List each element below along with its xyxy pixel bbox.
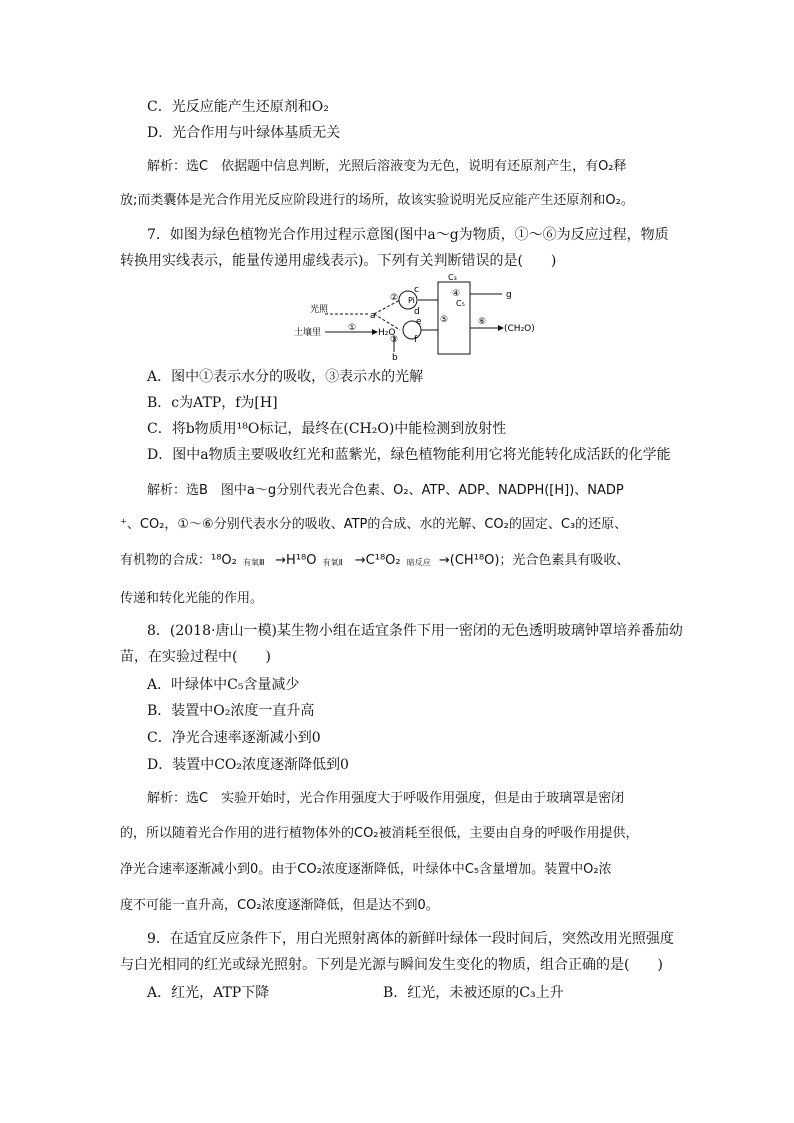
q7-explanation-line-4: 传递和转化光能的作用。 <box>120 591 264 606</box>
q8-explanation-line-2: 的，所以随着光合作用的进行植物体外的CO₂被消耗至很低，主要由自身的呼吸作用提供， <box>120 826 639 841</box>
q7-reaction-end: →(CH¹⁸O)；光合色素具有吸收、 <box>438 553 630 568</box>
reaction-arrow-label-3: 暗反应 <box>406 558 431 567</box>
label-c5: C₅ <box>456 299 465 308</box>
label-step-1: ① <box>348 323 357 333</box>
q7-option-a: A．图中①表示水分的吸收，③表示水的光解 <box>147 369 424 385</box>
q7-stem-line-2: 转换用实线表示，能量传递用虚线表示)。下列有关判断错误的是( ) <box>120 253 557 269</box>
q7-reaction-start: 有机物的合成：¹⁸O₂ <box>120 553 237 568</box>
reaction-arrow-label-1: 有氧Ⅲ <box>243 558 265 567</box>
q8-option-d: D．装置中CO₂浓度逐渐降低到0 <box>147 757 349 773</box>
q6-option-c: C．光反应能产生还原剂和O₂ <box>147 99 329 115</box>
label-f: f <box>414 335 418 345</box>
label-pi: Pi <box>408 296 415 305</box>
q7-option-c: C．将b物质用¹⁸O标记，最终在(CH₂O)中能检测到放射性 <box>147 421 507 437</box>
label-step-5: ⑤ <box>440 315 449 325</box>
q7-reaction-co2: →C¹⁸O₂ <box>354 553 401 568</box>
q9-stem-line-2: 与白光相同的红光或绿光照射。下列是光源与瞬间发生变化的物质，组合正确的是( ) <box>120 957 663 973</box>
label-light: 光照 <box>310 305 329 315</box>
label-e: e <box>416 317 422 327</box>
label-h2o: H₂O <box>378 328 396 338</box>
q6-option-d: D．光合作用与叶绿体基质无关 <box>147 125 341 141</box>
q8-option-a: A．叶绿体中C₅含量减少 <box>147 677 300 693</box>
label-step-3: ③ <box>390 335 399 345</box>
q7-option-b: B．c为ATP，f为[H] <box>147 395 278 411</box>
label-c: c <box>414 285 419 295</box>
q8-stem-line-1: 8．(2018·唐山一模)某生物小组在适宜条件下用一密闭的无色透明玻璃钟罩培养番茄幼 <box>147 623 683 639</box>
q8-explanation-line-1: 解析：选C 实验开始时，光合作用强度大于呼吸作用强度，但是由于玻璃罩是密闭 <box>147 791 625 806</box>
photosynthesis-diagram <box>290 272 540 360</box>
q8-option-c: C．净光合速率逐渐减小到0 <box>147 730 321 746</box>
q6-explanation-line-2: 放;而类囊体是光合作用光反应阶段进行的场所，故该实验说明光反应能产生还原剂和O₂。 <box>120 193 634 208</box>
q7-stem-line-1: 7．如图为绿色植物光合作用过程示意图(图中a～g为物质，①～⑥为反应过程，物质 <box>147 227 669 243</box>
q7-option-d: D．图中a物质主要吸收红光和蓝紫光，绿色植物能利用它将光能转化成活跃的化学能 <box>147 447 671 463</box>
label-step-6: ⑥ <box>478 317 487 327</box>
label-ch2o: (CH₂O) <box>504 324 535 334</box>
q7-explanation-line-1: 解析：选B 图中a～g分别代表光合色素、O₂、ATP、ADP、NADPH([H])、NADP <box>147 483 624 498</box>
label-d: d <box>414 307 420 317</box>
q6-explanation-line-1: 解析：选C 依据题中信息判断，光照后溶液变为无色，说明有还原剂产生，有O₂释 <box>147 159 627 174</box>
label-soil: 土壤里 <box>294 328 322 338</box>
label-g: g <box>506 290 512 300</box>
label-b: b <box>392 353 398 360</box>
label-c3: C₃ <box>448 273 457 282</box>
q7-explanation-line-2: ⁺、CO₂，①～⑥分别代表水分的吸收、ATP的合成、水的光解、CO₂的固定、C₃的还原、 <box>120 517 628 532</box>
label-step-4: ④ <box>452 289 461 299</box>
q7-explanation-line-3 <box>120 552 680 570</box>
label-step-2: ② <box>390 293 399 303</box>
q8-option-b: B．装置中O₂浓度一直升高 <box>147 703 315 719</box>
label-a: a <box>370 311 376 321</box>
q9-option-a: A．红光，ATP下降 <box>147 985 270 1001</box>
q7-reaction-h2o: →H¹⁸O <box>275 553 317 568</box>
q8-stem-line-2: 苗，在实验过程中( ) <box>120 649 271 665</box>
q8-explanation-line-4: 度不可能一直升高，CO₂浓度逐渐降低，但是达不到0。 <box>120 898 439 913</box>
q9-option-b: B．红光，未被还原的C₃上升 <box>383 985 564 1001</box>
q8-explanation-line-3: 净光合速率逐渐减小到0。由于CO₂浓度逐渐降低，叶绿体中C₅含量增加。装置中O₂浓 <box>120 862 612 877</box>
q9-stem-line-1: 9．在适宜反应条件下，用白光照射离体的新鲜叶绿体一段时间后，突然改用光照强度 <box>147 931 674 947</box>
reaction-arrow-label-2: 有氧Ⅱ <box>322 558 343 567</box>
